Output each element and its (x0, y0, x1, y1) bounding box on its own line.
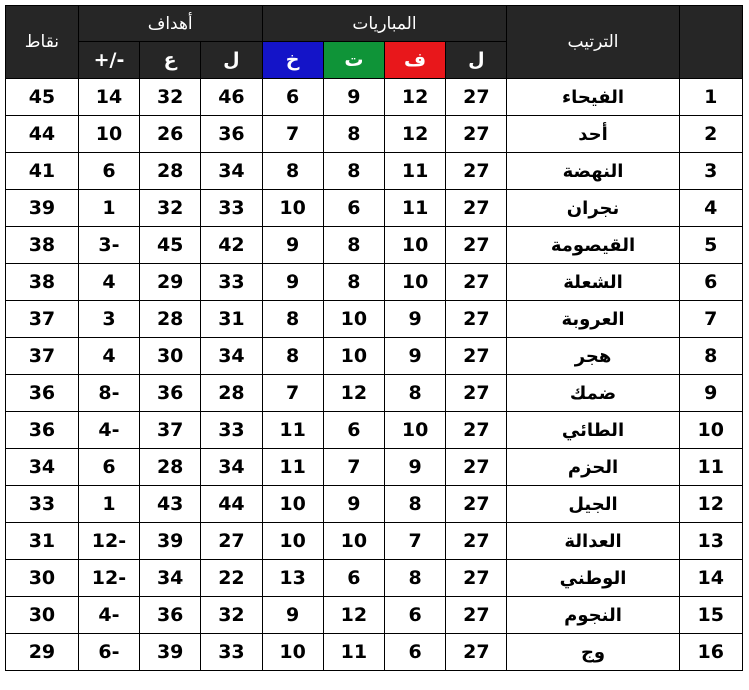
lost-cell: 9 (262, 597, 323, 634)
drawn-cell: 9 (323, 486, 384, 523)
team-name-cell: الطائي (507, 412, 679, 449)
rank-cell: 14 (679, 560, 742, 597)
header-goal-diff: +/- (78, 42, 139, 79)
points-cell: 33 (6, 486, 79, 523)
won-cell: 10 (384, 412, 445, 449)
drawn-cell: 8 (323, 227, 384, 264)
table-row (6, 116, 743, 153)
drawn-cell: 12 (323, 375, 384, 412)
rank-cell: 16 (679, 634, 742, 671)
header-rank: الترتيب (507, 6, 679, 79)
lost-cell: 10 (262, 523, 323, 560)
won-cell: 8 (384, 486, 445, 523)
lost-cell: 6 (262, 79, 323, 116)
team-name-cell: وج (507, 634, 679, 671)
drawn-cell: 10 (323, 338, 384, 375)
team-name-cell: العروبة (507, 301, 679, 338)
rank-cell: 13 (679, 523, 742, 560)
header-row-top (6, 6, 743, 42)
goal-diff-cell: 12- (78, 560, 139, 597)
table-row (6, 634, 743, 671)
goal-diff-cell: 8- (78, 375, 139, 412)
points-cell: 36 (6, 412, 79, 449)
table-row (6, 486, 743, 523)
league-table-container (5, 5, 743, 671)
points-cell: 39 (6, 190, 79, 227)
goals-for-cell: 33 (201, 264, 262, 301)
team-name-cell: النجوم (507, 597, 679, 634)
lost-cell: 9 (262, 264, 323, 301)
rank-cell: 12 (679, 486, 742, 523)
goals-against-cell: 28 (140, 449, 201, 486)
goals-for-cell: 22 (201, 560, 262, 597)
played-cell: 27 (446, 449, 507, 486)
header-goals: أهداف (78, 6, 262, 42)
table-row (6, 264, 743, 301)
goal-diff-cell: 4- (78, 597, 139, 634)
league-standings-table (5, 5, 743, 671)
goals-for-cell: 33 (201, 634, 262, 671)
played-cell: 27 (446, 116, 507, 153)
header-matches: المباريات (262, 6, 507, 42)
goals-for-cell: 31 (201, 301, 262, 338)
played-cell: 27 (446, 597, 507, 634)
table-row (6, 301, 743, 338)
table-row (6, 449, 743, 486)
table-row (6, 375, 743, 412)
goals-for-cell: 42 (201, 227, 262, 264)
goals-for-cell: 34 (201, 449, 262, 486)
team-name-cell: ضمك (507, 375, 679, 412)
goals-for-cell: 36 (201, 116, 262, 153)
played-cell: 27 (446, 264, 507, 301)
goals-against-cell: 43 (140, 486, 201, 523)
won-cell: 10 (384, 227, 445, 264)
drawn-cell: 6 (323, 412, 384, 449)
points-cell: 29 (6, 634, 79, 671)
points-cell: 34 (6, 449, 79, 486)
rank-cell: 7 (679, 301, 742, 338)
header-points: نقاط (6, 6, 79, 79)
played-cell: 27 (446, 523, 507, 560)
team-name-cell: أحد (507, 116, 679, 153)
goal-diff-cell: 6 (78, 449, 139, 486)
lost-cell: 8 (262, 301, 323, 338)
points-cell: 30 (6, 597, 79, 634)
goals-for-cell: 34 (201, 338, 262, 375)
team-name-cell: الفيحاء (507, 79, 679, 116)
goal-diff-cell: 6- (78, 634, 139, 671)
lost-cell: 8 (262, 338, 323, 375)
goal-diff-cell: 3- (78, 227, 139, 264)
played-cell: 27 (446, 412, 507, 449)
played-cell: 27 (446, 301, 507, 338)
goals-against-cell: 29 (140, 264, 201, 301)
goals-for-cell: 34 (201, 153, 262, 190)
team-name-cell: نجران (507, 190, 679, 227)
header-drawn: ت (323, 42, 384, 79)
lost-cell: 10 (262, 486, 323, 523)
won-cell: 8 (384, 560, 445, 597)
team-name-cell: النهضة (507, 153, 679, 190)
played-cell: 27 (446, 79, 507, 116)
rank-cell: 3 (679, 153, 742, 190)
points-cell: 44 (6, 116, 79, 153)
played-cell: 27 (446, 190, 507, 227)
goals-for-cell: 32 (201, 597, 262, 634)
lost-cell: 10 (262, 190, 323, 227)
team-name-cell: هجر (507, 338, 679, 375)
rank-cell: 9 (679, 375, 742, 412)
played-cell: 27 (446, 153, 507, 190)
drawn-cell: 10 (323, 301, 384, 338)
won-cell: 12 (384, 79, 445, 116)
drawn-cell: 11 (323, 634, 384, 671)
won-cell: 9 (384, 301, 445, 338)
played-cell: 27 (446, 375, 507, 412)
goals-against-cell: 45 (140, 227, 201, 264)
won-cell: 10 (384, 264, 445, 301)
goals-for-cell: 44 (201, 486, 262, 523)
lost-cell: 7 (262, 375, 323, 412)
drawn-cell: 8 (323, 153, 384, 190)
header-won: ف (384, 42, 445, 79)
header-rank-number (679, 6, 742, 79)
won-cell: 7 (384, 523, 445, 560)
goals-against-cell: 28 (140, 301, 201, 338)
rank-cell: 11 (679, 449, 742, 486)
points-cell: 37 (6, 338, 79, 375)
lost-cell: 13 (262, 560, 323, 597)
goals-against-cell: 39 (140, 634, 201, 671)
drawn-cell: 12 (323, 597, 384, 634)
table-row (6, 597, 743, 634)
drawn-cell: 8 (323, 116, 384, 153)
goal-diff-cell: 3 (78, 301, 139, 338)
team-name-cell: العدالة (507, 523, 679, 560)
points-cell: 36 (6, 375, 79, 412)
goals-against-cell: 36 (140, 597, 201, 634)
points-cell: 45 (6, 79, 79, 116)
won-cell: 12 (384, 116, 445, 153)
drawn-cell: 6 (323, 560, 384, 597)
goals-against-cell: 37 (140, 412, 201, 449)
goal-diff-cell: 1 (78, 190, 139, 227)
table-body (6, 79, 743, 671)
rank-cell: 15 (679, 597, 742, 634)
goals-against-cell: 28 (140, 153, 201, 190)
won-cell: 11 (384, 190, 445, 227)
points-cell: 31 (6, 523, 79, 560)
played-cell: 27 (446, 338, 507, 375)
points-cell: 30 (6, 560, 79, 597)
played-cell: 27 (446, 227, 507, 264)
won-cell: 6 (384, 634, 445, 671)
table-row (6, 412, 743, 449)
won-cell: 9 (384, 338, 445, 375)
team-name-cell: الوطني (507, 560, 679, 597)
lost-cell: 10 (262, 634, 323, 671)
goals-for-cell: 33 (201, 190, 262, 227)
rank-cell: 10 (679, 412, 742, 449)
lost-cell: 9 (262, 227, 323, 264)
points-cell: 41 (6, 153, 79, 190)
lost-cell: 11 (262, 412, 323, 449)
won-cell: 8 (384, 375, 445, 412)
goals-for-cell: 33 (201, 412, 262, 449)
header-lost: خ (262, 42, 323, 79)
lost-cell: 8 (262, 153, 323, 190)
goals-against-cell: 32 (140, 190, 201, 227)
rank-cell: 1 (679, 79, 742, 116)
points-cell: 38 (6, 264, 79, 301)
goals-for-cell: 27 (201, 523, 262, 560)
rank-cell: 6 (679, 264, 742, 301)
goal-diff-cell: 4 (78, 264, 139, 301)
won-cell: 9 (384, 449, 445, 486)
team-name-cell: الجيل (507, 486, 679, 523)
goal-diff-cell: 6 (78, 153, 139, 190)
lost-cell: 11 (262, 449, 323, 486)
goals-against-cell: 36 (140, 375, 201, 412)
goal-diff-cell: 4 (78, 338, 139, 375)
goals-against-cell: 30 (140, 338, 201, 375)
table-row (6, 190, 743, 227)
won-cell: 6 (384, 597, 445, 634)
goal-diff-cell: 14 (78, 79, 139, 116)
goal-diff-cell: 4- (78, 412, 139, 449)
table-row (6, 523, 743, 560)
header-goals-for: ل (201, 42, 262, 79)
drawn-cell: 10 (323, 523, 384, 560)
drawn-cell: 6 (323, 190, 384, 227)
played-cell: 27 (446, 634, 507, 671)
goals-against-cell: 34 (140, 560, 201, 597)
drawn-cell: 7 (323, 449, 384, 486)
team-name-cell: القيصومة (507, 227, 679, 264)
played-cell: 27 (446, 486, 507, 523)
rank-cell: 5 (679, 227, 742, 264)
drawn-cell: 9 (323, 79, 384, 116)
goals-against-cell: 39 (140, 523, 201, 560)
rank-cell: 8 (679, 338, 742, 375)
rank-cell: 4 (679, 190, 742, 227)
goal-diff-cell: 10 (78, 116, 139, 153)
table-row (6, 153, 743, 190)
table-row (6, 79, 743, 116)
goals-for-cell: 28 (201, 375, 262, 412)
table-row (6, 560, 743, 597)
team-name-cell: الحزم (507, 449, 679, 486)
won-cell: 11 (384, 153, 445, 190)
header-played: ل (446, 42, 507, 79)
table-row (6, 227, 743, 264)
goal-diff-cell: 12- (78, 523, 139, 560)
rank-cell: 2 (679, 116, 742, 153)
lost-cell: 7 (262, 116, 323, 153)
goals-for-cell: 46 (201, 79, 262, 116)
table-row (6, 338, 743, 375)
header-goals-against: ع (140, 42, 201, 79)
points-cell: 38 (6, 227, 79, 264)
goal-diff-cell: 1 (78, 486, 139, 523)
points-cell: 37 (6, 301, 79, 338)
team-name-cell: الشعلة (507, 264, 679, 301)
played-cell: 27 (446, 560, 507, 597)
goals-against-cell: 26 (140, 116, 201, 153)
drawn-cell: 8 (323, 264, 384, 301)
goals-against-cell: 32 (140, 79, 201, 116)
